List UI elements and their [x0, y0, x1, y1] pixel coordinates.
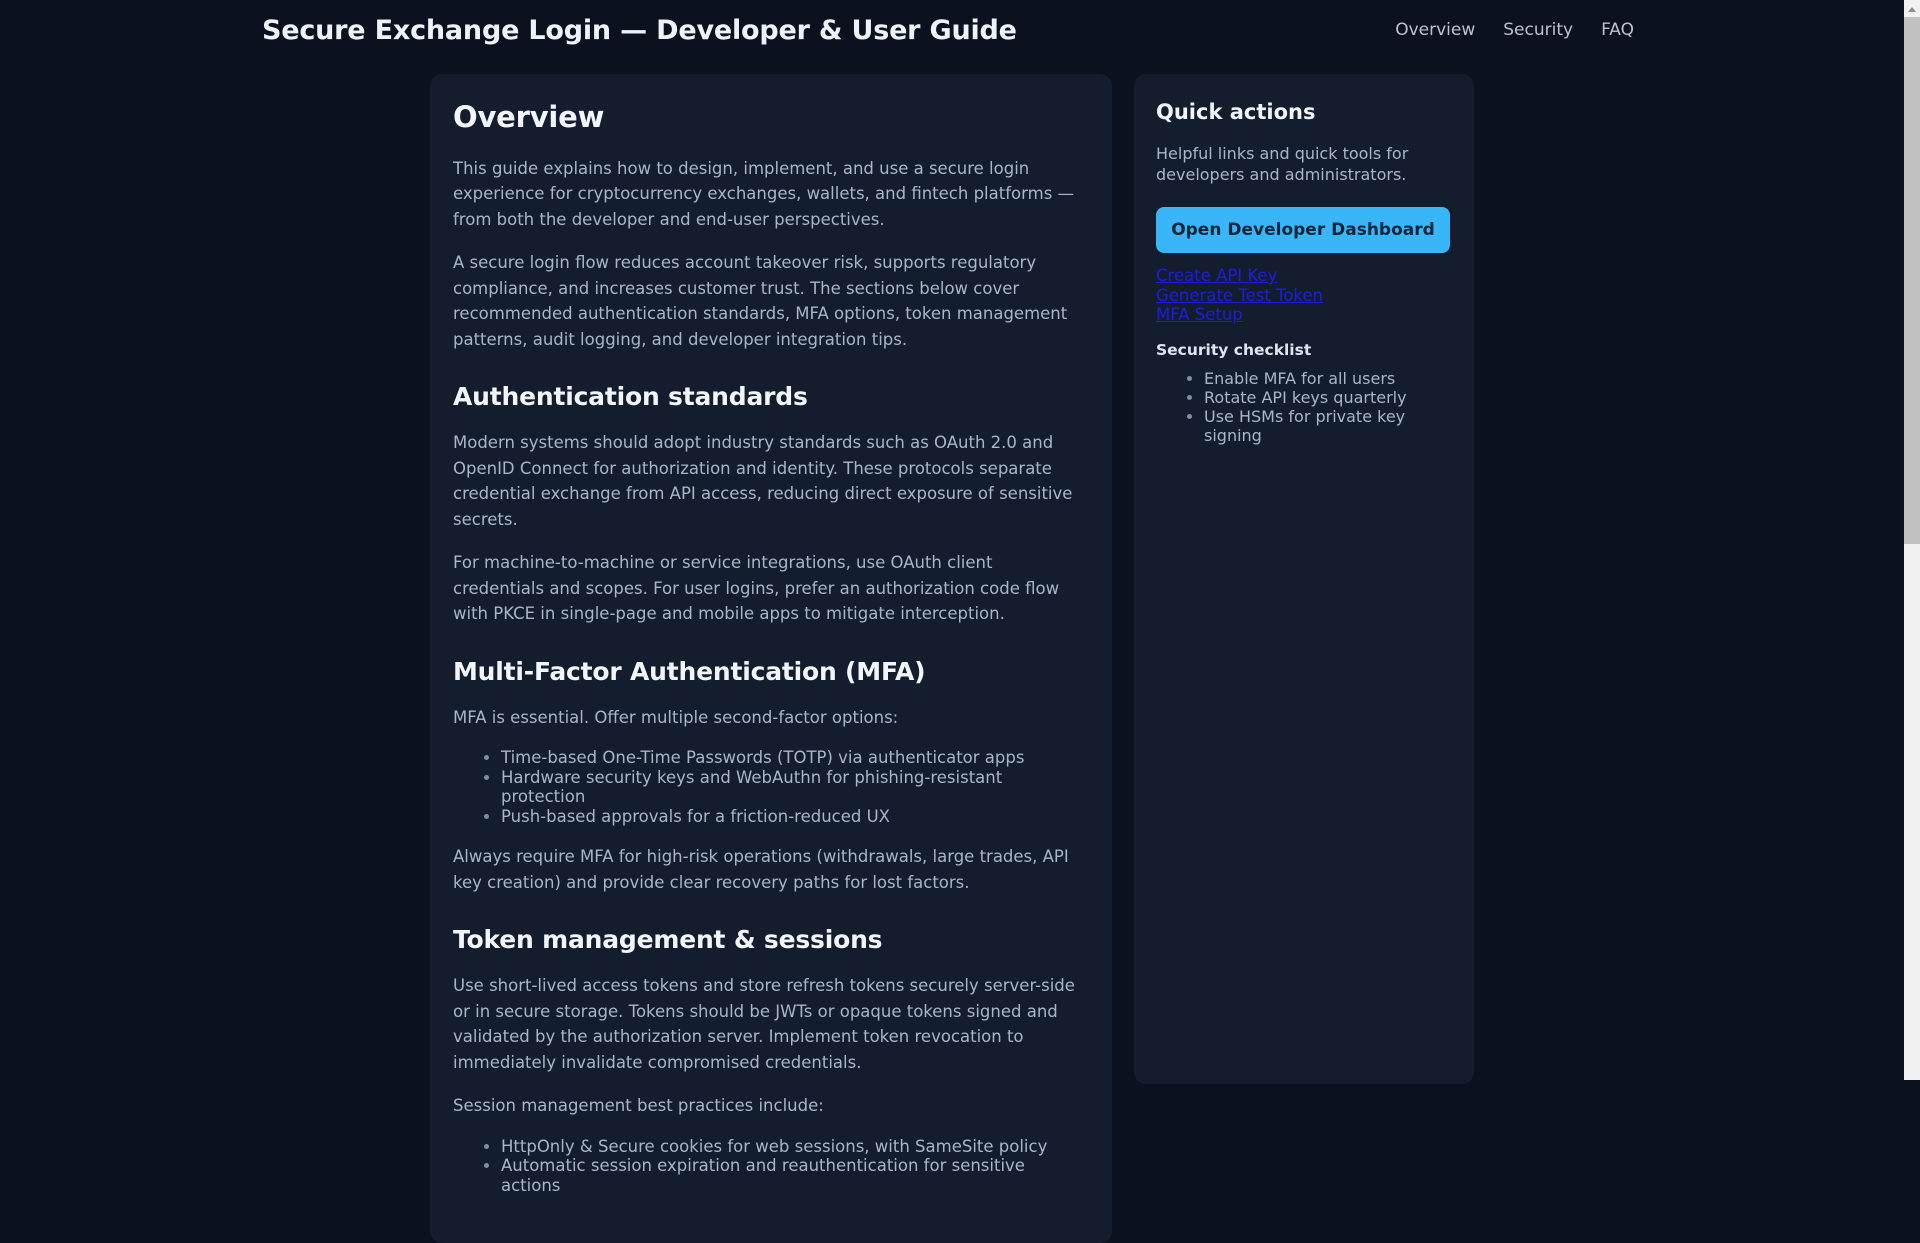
mfa-options-list: [453, 748, 1086, 826]
section-overview: [453, 100, 1086, 352]
vertical-scrollbar[interactable]: [1904, 0, 1920, 1080]
paragraph: Modern systems should adopt industry standards such as OAuth 2.0 and OpenID Connect for authorization and identity. These protocols separate credential exchange from API access, reducing direct exposure of sensitive secrets.: [453, 433, 1073, 529]
open-developer-dashboard-button[interactable]: Open Developer Dashboard: [1156, 207, 1450, 253]
section-heading-mfa: Multi-Factor Authentication (MFA): [453, 656, 926, 686]
paragraph: Session management best practices include:: [453, 1096, 824, 1116]
quick-link-item: [1156, 266, 1450, 286]
quick-actions-title: Quick actions: [1156, 100, 1316, 124]
section-heading-overview: Overview: [453, 100, 605, 134]
security-checklist-list: [1156, 369, 1450, 445]
list-item: • Time-based One-Time Passwords (TOTP) via authenticator apps: [501, 748, 1086, 768]
quick-link-item: [1156, 286, 1450, 306]
nav-link-security[interactable]: Security: [1503, 20, 1574, 40]
generate-test-token-link[interactable]: Generate Test Token: [1156, 285, 1323, 305]
list-item: • HttpOnly & Secure cookies for web sessions, with SameSite policy: [501, 1137, 1086, 1157]
list-item: • Hardware security keys and WebAuthn for phishing-resistant protection: [501, 768, 1086, 807]
list-item: • Enable MFA for all users: [1204, 369, 1450, 388]
paragraph: MFA is essential. Offer multiple second-factor options:: [453, 707, 899, 727]
site-header: [0, 0, 1904, 60]
page-title: Secure Exchange Login — Developer & User Guide: [262, 14, 1017, 46]
create-api-key-link[interactable]: Create API Key: [1156, 266, 1278, 285]
section-token-management: [453, 925, 1086, 1195]
paragraph: A secure login flow reduces account takeover risk, supports regulatory compliance, and increases customer trust. The sections below cover recommended authentication standards, MFA options, token management patterns, audit logging, and developer integration tips.: [453, 253, 1068, 349]
paragraph: Use short-lived access tokens and store refresh tokens securely server-side or in secure storage. Tokens should be JWTs or opaque tokens signed and validated by the authorization server. Implement token revocation to immediately invalidate compromised credentials.: [453, 976, 1075, 1072]
paragraph: This guide explains how to design, implement, and use a secure login experience for cryptocurrency exchanges, wallets, and fintech platforms — from both the developer and end-user perspectives.: [453, 158, 1075, 229]
quick-link-item: [1156, 305, 1450, 325]
quick-links-list: [1156, 266, 1450, 325]
paragraph: For machine-to-machine or service integrations, use OAuth client credentials and scopes. For user logins, prefer an authorization code flow with PKCE in single-page and mobile apps to mitigate interception.: [453, 553, 1060, 624]
list-item: • Rotate API keys quarterly: [1204, 388, 1450, 407]
list-item: • Automatic session expiration and reauthentication for sensitive actions: [501, 1156, 1086, 1195]
nav-link-faq[interactable]: FAQ: [1601, 20, 1634, 40]
mfa-setup-link[interactable]: MFA Setup: [1156, 305, 1243, 324]
quick-actions-card: [1134, 74, 1474, 1084]
list-item: • Push-based approvals for a friction-reduced UX: [501, 807, 1086, 827]
primary-navigation: [1395, 20, 1634, 40]
session-practices-list: [453, 1137, 1086, 1196]
section-authentication-standards: [453, 382, 1086, 627]
nav-link-overview[interactable]: Overview: [1395, 20, 1476, 40]
section-multi-factor-authentication: [453, 657, 1086, 896]
quick-actions-description: Helpful links and quick tools for developers and administrators.: [1156, 144, 1409, 184]
security-checklist-title: Security checklist: [1156, 340, 1312, 359]
scroll-up-arrow-icon[interactable]: [1904, 0, 1920, 17]
section-heading-authentication-standards: Authentication standards: [453, 382, 808, 412]
section-heading-token-management: Token management & sessions: [453, 925, 883, 955]
main-content-card: [430, 74, 1112, 1243]
paragraph: Always require MFA for high-risk operations (withdrawals, large trades, API key creation) and provide clear recovery paths for lost factors.: [453, 847, 1069, 892]
page-layout: [430, 74, 1474, 1243]
list-item: • Use HSMs for private key signing: [1204, 407, 1450, 445]
scrollbar-thumb[interactable]: [1904, 17, 1920, 544]
